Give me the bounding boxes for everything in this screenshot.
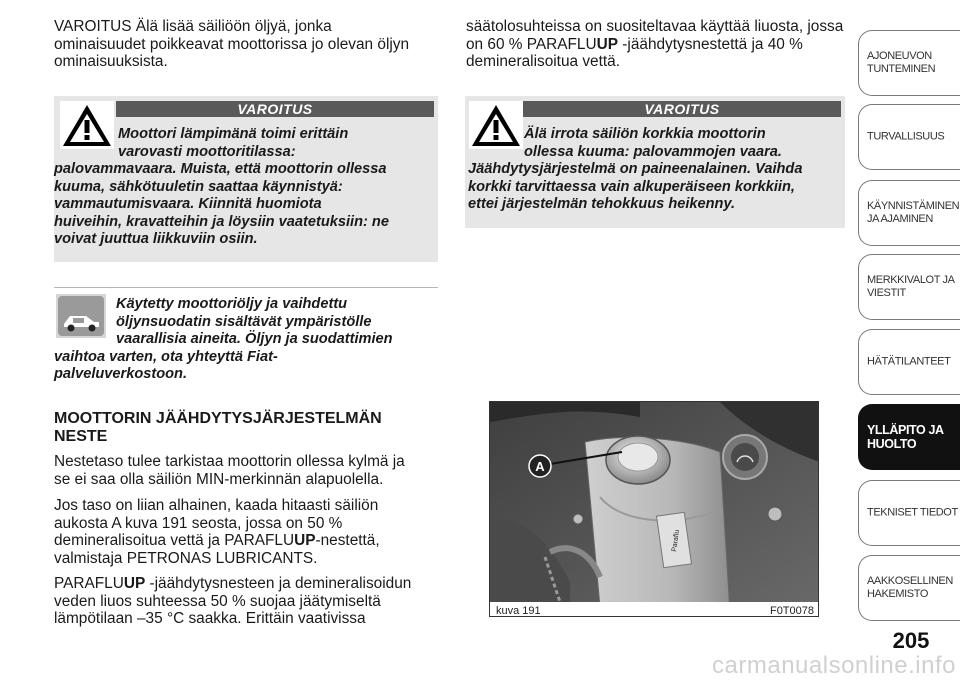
- tab-label: YLLÄPITO JA HUOLTO: [867, 423, 944, 451]
- warning-text: [468, 126, 845, 214]
- text-line: Nestetaso tulee tarkistaa moottorin ollessa kylmä ja: [54, 453, 405, 470]
- text-line: demineralisoitua vettä.: [466, 53, 620, 71]
- text-line: [54, 532, 446, 550]
- paragraph-check-level: [54, 453, 446, 488]
- warning-line: ettei järjestelmän tehokkuus heikenny.: [468, 196, 736, 212]
- environment-note: [54, 296, 446, 384]
- note-line: vaarallisia aineita. Öljyn ja suodattimien: [116, 331, 393, 347]
- warning-label: VAROITUS: [523, 101, 841, 117]
- warning-line: vammautumisvaara. Kiinnitä huomiota: [54, 196, 322, 212]
- warning-line: voivat juuttua liikkuviin osiin.: [54, 231, 258, 247]
- tank-label: Paraflu: [671, 529, 682, 553]
- brand-suffix: UP: [123, 575, 146, 592]
- warning-line: korkki tarvittaessa vain alkuperäiseen korkkiin,: [468, 178, 795, 195]
- callout-a: A: [535, 459, 545, 474]
- coolant-reservoir-photo: [489, 401, 819, 617]
- tab-label: TEKNISET TIEDOT: [867, 506, 958, 519]
- warning-line: kuuma, sähkötuuletin saattaa käynnistyä:: [54, 178, 343, 195]
- text-line: lämpötilaan –35 °C saakka. Erittäin vaativissa: [54, 610, 366, 628]
- heading-line: MOOTTORIN JÄÄHDYTYSJÄRJESTELMÄN: [54, 410, 382, 427]
- warning-line: ollessa kuuma: palovammojen vaara.: [524, 143, 782, 160]
- divider: [54, 287, 438, 288]
- text-fragment: demineralisoitua vettä ja PARAFLU: [54, 532, 295, 550]
- tab-label: AJONEUVON TUNTEMINEN: [867, 50, 936, 75]
- section-heading: [54, 410, 446, 446]
- tab-label: HÄTÄTILANTEET: [867, 355, 951, 368]
- text-line: VAROITUS Älä lisää säiliöön öljyä, jonka: [54, 18, 332, 35]
- tab-kaynnistaminen[interactable]: [858, 180, 960, 246]
- brand-suffix: UP: [294, 532, 316, 550]
- text-fragment: -jäähdytysnestettä ja 40 %: [618, 35, 803, 53]
- watermark: carmanualsonline.info: [712, 652, 956, 679]
- heading-line: NESTE: [54, 428, 108, 445]
- tab-ajoneuvon-tunteminen[interactable]: [858, 30, 960, 96]
- warning-text: [54, 126, 438, 249]
- warning-line: Jäähdytysjärjestelmä on paineenalainen. Vaihda: [468, 161, 803, 177]
- text-fragment: -nestettä,: [315, 532, 380, 550]
- note-line: palveluverkostoon.: [54, 366, 188, 382]
- paragraph-mixture: [54, 575, 446, 628]
- tab-label: KÄYNNISTÄMINEN JA AJAMINEN: [867, 200, 960, 225]
- note-line: Käytetty moottoriöljy ja vaihdettu: [116, 296, 348, 312]
- brand-suffix: UP: [596, 35, 618, 53]
- figure-caption: kuva 191: [496, 605, 541, 617]
- tab-yllapito-ja-huolto[interactable]: [858, 404, 960, 470]
- text-line: aukosta A kuva 191 seosta, jossa on 50 %: [54, 514, 343, 532]
- warning-line: huiveihin, kravatteihin ja löysiin vaatetuksiin: ne: [54, 213, 389, 230]
- tab-label: AAKKOSELLINEN HAKEMISTO: [867, 575, 953, 600]
- warning-line: Moottori lämpimänä toimi erittäin: [118, 126, 349, 142]
- chapter-tabs: [858, 0, 960, 678]
- tab-label: MERKKIVALOT JA VIESTIT: [867, 274, 955, 299]
- text-fragment: on 60 % PARAFLU: [466, 35, 597, 53]
- right-intro-paragraph: [466, 18, 856, 71]
- warning-line: Älä irrota säiliön korkkia moottorin: [524, 126, 766, 142]
- intro-paragraph: [54, 18, 444, 71]
- warning-label: VAROITUS: [116, 101, 434, 117]
- note-line: vaihtoa varten, ota yhteyttä Fiat-: [54, 348, 278, 365]
- text-line: ominaisuudet poikkeavat moottorissa jo olevan öljyn: [54, 35, 410, 53]
- tab-hatatilanteet[interactable]: [858, 329, 960, 395]
- text-line: Jos taso on liian alhainen, kaada hitaasti säiliön: [54, 497, 379, 514]
- text-line: [54, 575, 446, 593]
- paragraph-refill: [54, 497, 446, 567]
- tab-turvallisuus[interactable]: [858, 104, 960, 170]
- text-line: veden liuos suhteessa 50 % suojaa jäätymiseltä: [54, 592, 381, 610]
- text-line: säätolosuhteissa on suositeltavaa käyttää liuosta, jossa: [466, 18, 844, 35]
- figure-code: F0T0078: [769, 605, 814, 617]
- page-number: 205: [892, 628, 930, 653]
- warning-line: varovasti moottoritilassa:: [118, 143, 296, 160]
- text-fragment: -jäähdytysnesteen ja demineralisoidun: [145, 575, 412, 592]
- text-line: ominaisuuksista.: [54, 53, 168, 71]
- note-line: öljynsuodatin sisältävät ympäristölle: [116, 313, 372, 330]
- text-line: [466, 36, 856, 54]
- tab-aakkosellinen-hakemisto[interactable]: [858, 555, 960, 621]
- warning-line: palovammavaara. Muista, että moottorin ollessa: [54, 161, 387, 177]
- text-fragment: PARAFLU: [54, 575, 124, 592]
- tab-merkkivalot[interactable]: [858, 254, 960, 320]
- text-line: valmistaja PETRONAS LUBRICANTS.: [54, 549, 318, 567]
- tab-tekniset-tiedot[interactable]: [858, 480, 960, 546]
- text-line: se ei saa olla säiliön MIN-merkinnän alapuolella.: [54, 470, 384, 488]
- warning-box-cap: [465, 96, 845, 228]
- tab-label: TURVALLISUUS: [867, 130, 945, 143]
- warning-box-engine-hot: [54, 96, 438, 262]
